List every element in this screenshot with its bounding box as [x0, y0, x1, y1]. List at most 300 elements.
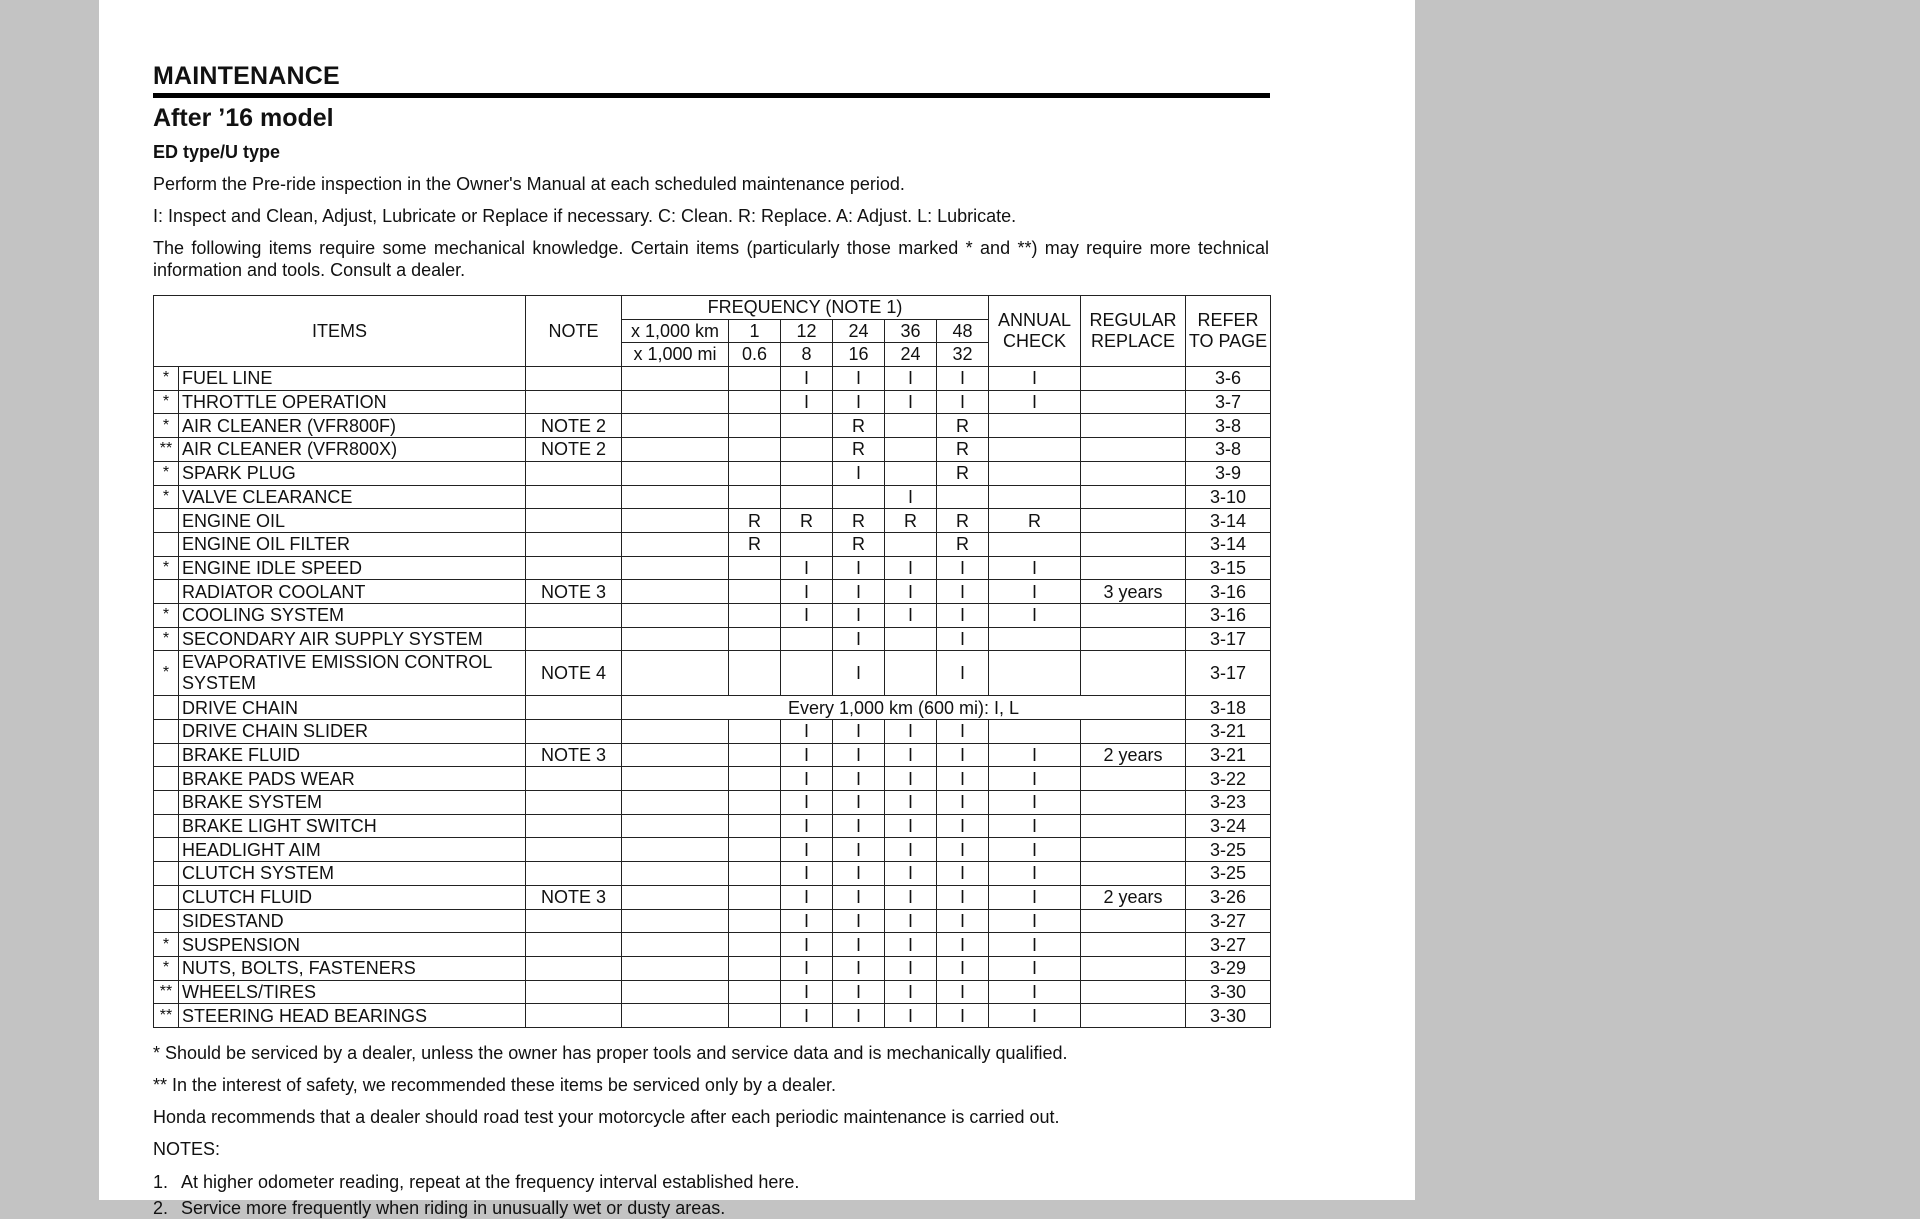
frequency-cell — [781, 651, 833, 696]
frequency-blank — [622, 532, 729, 556]
dealer-mark — [154, 791, 179, 815]
annual-check-cell: I — [989, 956, 1081, 980]
item-note: NOTE 3 — [526, 885, 622, 909]
refer-page: 3-16 — [1186, 603, 1271, 627]
frequency-cell — [781, 627, 833, 651]
refer-page: 3-17 — [1186, 651, 1271, 696]
item-note: NOTE 3 — [526, 743, 622, 767]
regular-replace-cell — [1081, 438, 1186, 462]
annual-check-cell — [989, 414, 1081, 438]
refer-page: 3-14 — [1186, 532, 1271, 556]
dealer-mark: * — [154, 485, 179, 509]
frequency-cell: I — [781, 367, 833, 391]
frequency-cell: I — [885, 980, 937, 1004]
frequency-cell: I — [885, 814, 937, 838]
table-row — [154, 556, 1271, 580]
frequency-blank — [622, 838, 729, 862]
frequency-cell: I — [937, 627, 989, 651]
frequency-cell: I — [937, 862, 989, 886]
item-name: EVAPORATIVE EMISSION CONTROL SYSTEM — [179, 651, 526, 696]
header-km-value: 36 — [885, 319, 937, 343]
dealer-mark — [154, 532, 179, 556]
frequency-cell — [781, 461, 833, 485]
item-note — [526, 1004, 622, 1028]
item-name: SECONDARY AIR SUPPLY SYSTEM — [179, 627, 526, 651]
intro-paragraph-2: I: Inspect and Clean, Adjust, Lubricate or Replace if necessary. C: Clean. R: Replace. A: Adjust. L: Lubricate. — [153, 206, 1017, 226]
table-row — [154, 838, 1271, 862]
frequency-blank — [622, 603, 729, 627]
regular-replace-cell — [1081, 414, 1186, 438]
dealer-mark — [154, 862, 179, 886]
regular-replace-cell — [1081, 933, 1186, 957]
item-note — [526, 980, 622, 1004]
refer-page: 3-15 — [1186, 556, 1271, 580]
frequency-blank — [622, 814, 729, 838]
dealer-mark — [154, 767, 179, 791]
frequency-blank — [622, 956, 729, 980]
frequency-cell — [729, 556, 781, 580]
dealer-mark — [154, 743, 179, 767]
refer-page: 3-16 — [1186, 580, 1271, 604]
frequency-cell: I — [833, 980, 885, 1004]
refer-page: 3-24 — [1186, 814, 1271, 838]
frequency-cell — [729, 438, 781, 462]
table-row — [154, 814, 1271, 838]
item-note — [526, 767, 622, 791]
regular-replace-cell — [1081, 556, 1186, 580]
item-name: WHEELS/TIRES — [179, 980, 526, 1004]
frequency-blank — [622, 933, 729, 957]
frequency-cell: I — [781, 767, 833, 791]
dealer-mark: * — [154, 367, 179, 391]
annual-check-cell: I — [989, 767, 1081, 791]
item-name: FUEL LINE — [179, 367, 526, 391]
frequency-cell: I — [781, 885, 833, 909]
table-row — [154, 767, 1271, 791]
table-row — [154, 885, 1271, 909]
item-name: SIDESTAND — [179, 909, 526, 933]
item-note — [526, 814, 622, 838]
dealer-mark — [154, 696, 179, 720]
frequency-cell: I — [833, 791, 885, 815]
frequency-cell: I — [833, 933, 885, 957]
frequency-blank — [622, 1004, 729, 1028]
frequency-cell: I — [781, 814, 833, 838]
frequency-cell: I — [781, 390, 833, 414]
table-row — [154, 696, 1271, 720]
frequency-cell: R — [833, 438, 885, 462]
frequency-blank — [622, 438, 729, 462]
item-note — [526, 509, 622, 533]
frequency-cell: I — [833, 556, 885, 580]
frequency-cell: I — [885, 862, 937, 886]
frequency-cell — [729, 580, 781, 604]
refer-page: 3-21 — [1186, 743, 1271, 767]
frequency-blank — [622, 791, 729, 815]
item-note — [526, 791, 622, 815]
frequency-cell — [885, 651, 937, 696]
frequency-cell: I — [885, 556, 937, 580]
frequency-cell: I — [885, 767, 937, 791]
frequency-cell — [885, 438, 937, 462]
frequency-cell: R — [833, 414, 885, 438]
frequency-blank — [622, 556, 729, 580]
frequency-cell: I — [885, 743, 937, 767]
frequency-cell — [729, 814, 781, 838]
frequency-cell: I — [937, 791, 989, 815]
frequency-cell — [729, 838, 781, 862]
item-note — [526, 956, 622, 980]
item-note — [526, 933, 622, 957]
item-name: CLUTCH FLUID — [179, 885, 526, 909]
table-row — [154, 509, 1271, 533]
regular-replace-cell — [1081, 532, 1186, 556]
frequency-cell: I — [885, 485, 937, 509]
frequency-blank — [622, 743, 729, 767]
frequency-cell: I — [781, 580, 833, 604]
frequency-cell — [781, 532, 833, 556]
frequency-cell: R — [937, 438, 989, 462]
frequency-cell — [729, 414, 781, 438]
item-name: AIR CLEANER (VFR800F) — [179, 414, 526, 438]
frequency-cell: R — [833, 532, 885, 556]
item-note: NOTE 3 — [526, 580, 622, 604]
item-name: DRIVE CHAIN — [179, 696, 526, 720]
regular-replace-cell — [1081, 720, 1186, 744]
dealer-mark: * — [154, 414, 179, 438]
table-row — [154, 862, 1271, 886]
frequency-cell: I — [781, 980, 833, 1004]
refer-page: 3-26 — [1186, 885, 1271, 909]
note-item — [153, 1197, 1269, 1219]
header-mi-value: 32 — [937, 343, 989, 367]
dealer-mark — [154, 909, 179, 933]
frequency-blank — [622, 509, 729, 533]
item-name: AIR CLEANER (VFR800X) — [179, 438, 526, 462]
refer-page: 3-29 — [1186, 956, 1271, 980]
frequency-blank — [622, 885, 729, 909]
regular-replace-cell — [1081, 814, 1186, 838]
frequency-blank — [622, 485, 729, 509]
item-note — [526, 838, 622, 862]
frequency-cell: I — [833, 651, 885, 696]
frequency-cell: I — [833, 767, 885, 791]
frequency-cell: R — [833, 509, 885, 533]
note-item — [153, 1171, 1269, 1193]
frequency-cell: I — [833, 814, 885, 838]
document-page — [99, 0, 1415, 1218]
item-note: NOTE 2 — [526, 438, 622, 462]
item-note — [526, 862, 622, 886]
frequency-cell: I — [833, 461, 885, 485]
frequency-cell: I — [781, 720, 833, 744]
frequency-cell: R — [937, 414, 989, 438]
frequency-cell: I — [781, 743, 833, 767]
frequency-cell — [885, 627, 937, 651]
frequency-cell: I — [885, 390, 937, 414]
frequency-blank — [622, 862, 729, 886]
annual-check-cell: I — [989, 909, 1081, 933]
frequency-cell — [781, 438, 833, 462]
header-mi-value: 0.6 — [729, 343, 781, 367]
note-number: 2. — [153, 1198, 169, 1218]
intro-paragraph-1: Perform the Pre-ride inspection in the Owner's Manual at each scheduled maintenance period. — [153, 174, 905, 194]
annual-check-cell: I — [989, 1004, 1081, 1028]
annual-check-cell — [989, 720, 1081, 744]
dealer-mark — [154, 720, 179, 744]
frequency-cell — [937, 485, 989, 509]
frequency-cell: I — [833, 909, 885, 933]
item-note — [526, 603, 622, 627]
frequency-cell: I — [781, 933, 833, 957]
table-row — [154, 933, 1271, 957]
frequency-cell: I — [937, 838, 989, 862]
frequency-cell: R — [885, 509, 937, 533]
regular-replace-cell — [1081, 627, 1186, 651]
refer-page: 3-9 — [1186, 461, 1271, 485]
frequency-cell — [729, 485, 781, 509]
title-rule — [153, 93, 1270, 98]
frequency-blank — [622, 980, 729, 1004]
note-text: Service more frequently when riding in unusually wet or dusty areas. — [181, 1198, 726, 1218]
table-row — [154, 720, 1271, 744]
refer-page: 3-23 — [1186, 791, 1271, 815]
table-row — [154, 414, 1271, 438]
frequency-span: Every 1,000 km (600 mi): I, L — [622, 696, 1186, 720]
frequency-cell — [729, 862, 781, 886]
frequency-cell — [885, 532, 937, 556]
dealer-mark — [154, 838, 179, 862]
frequency-cell: I — [937, 651, 989, 696]
dealer-mark — [154, 509, 179, 533]
footnote-double-asterisk: ** In the interest of safety, we recommended these items be serviced only by a dealer. — [153, 1075, 837, 1095]
frequency-cell: I — [781, 862, 833, 886]
item-name: SUSPENSION — [179, 933, 526, 957]
refer-page: 3-6 — [1186, 367, 1271, 391]
table-row — [154, 909, 1271, 933]
refer-page: 3-27 — [1186, 933, 1271, 957]
frequency-cell: R — [937, 509, 989, 533]
header-mi-value: 16 — [833, 343, 885, 367]
dealer-mark: * — [154, 603, 179, 627]
header-items: ITEMS — [154, 296, 526, 367]
dealer-mark: * — [154, 390, 179, 414]
refer-page: 3-27 — [1186, 909, 1271, 933]
regular-replace-cell — [1081, 767, 1186, 791]
frequency-cell: I — [937, 980, 989, 1004]
item-note — [526, 485, 622, 509]
item-name: THROTTLE OPERATION — [179, 390, 526, 414]
annual-check-cell: I — [989, 390, 1081, 414]
item-name: DRIVE CHAIN SLIDER — [179, 720, 526, 744]
header-note: NOTE — [526, 296, 622, 367]
frequency-cell: I — [781, 956, 833, 980]
frequency-cell: I — [885, 720, 937, 744]
frequency-blank — [622, 720, 729, 744]
header-regular-replace: REGULAR REPLACE — [1081, 296, 1186, 367]
annual-check-cell — [989, 485, 1081, 509]
frequency-cell — [729, 461, 781, 485]
header-mi-label: x 1,000 mi — [622, 343, 729, 367]
frequency-cell: I — [937, 885, 989, 909]
annual-check-cell: I — [989, 743, 1081, 767]
frequency-cell — [729, 603, 781, 627]
item-name: VALVE CLEARANCE — [179, 485, 526, 509]
frequency-cell — [729, 367, 781, 391]
annual-check-cell — [989, 627, 1081, 651]
frequency-cell — [729, 791, 781, 815]
annual-check-cell: R — [989, 509, 1081, 533]
dealer-mark: * — [154, 461, 179, 485]
refer-page: 3-18 — [1186, 696, 1271, 720]
frequency-cell: I — [885, 909, 937, 933]
frequency-cell: I — [885, 933, 937, 957]
annual-check-cell: I — [989, 814, 1081, 838]
frequency-cell: I — [937, 743, 989, 767]
frequency-cell — [729, 651, 781, 696]
frequency-blank — [622, 414, 729, 438]
frequency-cell: I — [937, 933, 989, 957]
refer-page: 3-8 — [1186, 414, 1271, 438]
frequency-cell — [729, 390, 781, 414]
item-note: NOTE 4 — [526, 651, 622, 696]
frequency-cell — [729, 627, 781, 651]
footnote-road-test: Honda recommends that a dealer should road test your motorcycle after each periodic maintenance is carried out. — [153, 1107, 1060, 1127]
table-row — [154, 743, 1271, 767]
frequency-cell — [885, 461, 937, 485]
frequency-cell — [729, 909, 781, 933]
frequency-cell: I — [833, 367, 885, 391]
table-row — [154, 956, 1271, 980]
item-name: BRAKE LIGHT SWITCH — [179, 814, 526, 838]
frequency-cell: R — [937, 461, 989, 485]
item-name: BRAKE PADS WEAR — [179, 767, 526, 791]
frequency-blank — [622, 909, 729, 933]
table-row — [154, 438, 1271, 462]
frequency-cell: I — [937, 390, 989, 414]
regular-replace-cell — [1081, 956, 1186, 980]
regular-replace-cell — [1081, 461, 1186, 485]
item-note — [526, 461, 622, 485]
refer-page: 3-10 — [1186, 485, 1271, 509]
regular-replace-cell — [1081, 367, 1186, 391]
item-name: STEERING HEAD BEARINGS — [179, 1004, 526, 1028]
annual-check-cell: I — [989, 603, 1081, 627]
item-name: ENGINE OIL FILTER — [179, 532, 526, 556]
header-km-value: 1 — [729, 319, 781, 343]
regular-replace-cell — [1081, 651, 1186, 696]
frequency-cell: I — [937, 556, 989, 580]
dealer-mark — [154, 580, 179, 604]
regular-replace-cell — [1081, 909, 1186, 933]
item-note — [526, 627, 622, 651]
regular-replace-cell — [1081, 603, 1186, 627]
refer-page: 3-25 — [1186, 862, 1271, 886]
dealer-mark: * — [154, 956, 179, 980]
refer-page: 3-22 — [1186, 767, 1271, 791]
table-row — [154, 485, 1271, 509]
regular-replace-cell — [1081, 390, 1186, 414]
item-note — [526, 696, 622, 720]
refer-page: 3-14 — [1186, 509, 1271, 533]
annual-check-cell: I — [989, 838, 1081, 862]
frequency-cell: I — [781, 791, 833, 815]
notes-heading: NOTES: — [153, 1139, 221, 1159]
regular-replace-cell — [1081, 838, 1186, 862]
frequency-cell: R — [937, 532, 989, 556]
frequency-blank — [622, 767, 729, 791]
header-mi-value: 24 — [885, 343, 937, 367]
dealer-mark: * — [154, 651, 179, 696]
refer-page: 3-25 — [1186, 838, 1271, 862]
note-text: At higher odometer reading, repeat at the frequency interval established here. — [181, 1172, 800, 1192]
frequency-cell: I — [833, 603, 885, 627]
intro-paragraph-3: The following items require some mechanical knowledge. Certain items (particularly those marked * and **) may require more technical information and tools. Consult a dealer. — [153, 238, 1269, 280]
annual-check-cell — [989, 461, 1081, 485]
footnote-single-asterisk: * Should be serviced by a dealer, unless the owner has proper tools and service data and is mechanically qualified. — [153, 1043, 1068, 1063]
annual-check-cell: I — [989, 980, 1081, 1004]
dealer-mark — [154, 885, 179, 909]
table-row — [154, 791, 1271, 815]
item-name: SPARK PLUG — [179, 461, 526, 485]
dealer-mark: ** — [154, 1004, 179, 1028]
frequency-cell — [729, 720, 781, 744]
frequency-cell: I — [885, 1004, 937, 1028]
frequency-cell: I — [833, 885, 885, 909]
header-km-value: 48 — [937, 319, 989, 343]
frequency-cell: I — [833, 838, 885, 862]
frequency-cell: I — [781, 909, 833, 933]
refer-page: 3-21 — [1186, 720, 1271, 744]
frequency-cell: I — [833, 390, 885, 414]
frequency-cell: I — [885, 791, 937, 815]
item-name: HEADLIGHT AIM — [179, 838, 526, 862]
item-name: COOLING SYSTEM — [179, 603, 526, 627]
table-row — [154, 603, 1271, 627]
annual-check-cell — [989, 532, 1081, 556]
frequency-cell: I — [937, 767, 989, 791]
frequency-cell — [729, 743, 781, 767]
table-row — [154, 627, 1271, 651]
refer-page: 3-17 — [1186, 627, 1271, 651]
item-name: BRAKE SYSTEM — [179, 791, 526, 815]
item-note — [526, 390, 622, 414]
item-name: CLUTCH SYSTEM — [179, 862, 526, 886]
frequency-cell: I — [833, 627, 885, 651]
annual-check-cell: I — [989, 885, 1081, 909]
frequency-cell — [729, 767, 781, 791]
frequency-cell: I — [937, 720, 989, 744]
frequency-cell: I — [937, 1004, 989, 1028]
frequency-cell: I — [781, 556, 833, 580]
frequency-cell: I — [937, 367, 989, 391]
frequency-cell: I — [833, 580, 885, 604]
item-name: RADIATOR COOLANT — [179, 580, 526, 604]
frequency-cell — [781, 414, 833, 438]
dealer-mark: ** — [154, 980, 179, 1004]
frequency-cell — [729, 1004, 781, 1028]
frequency-cell: I — [833, 743, 885, 767]
dealer-mark: * — [154, 933, 179, 957]
frequency-cell: I — [781, 603, 833, 627]
dealer-mark — [154, 814, 179, 838]
header-km-value: 12 — [781, 319, 833, 343]
header-km-value: 24 — [833, 319, 885, 343]
frequency-cell: I — [885, 885, 937, 909]
frequency-blank — [622, 651, 729, 696]
dealer-mark: ** — [154, 438, 179, 462]
item-note — [526, 720, 622, 744]
